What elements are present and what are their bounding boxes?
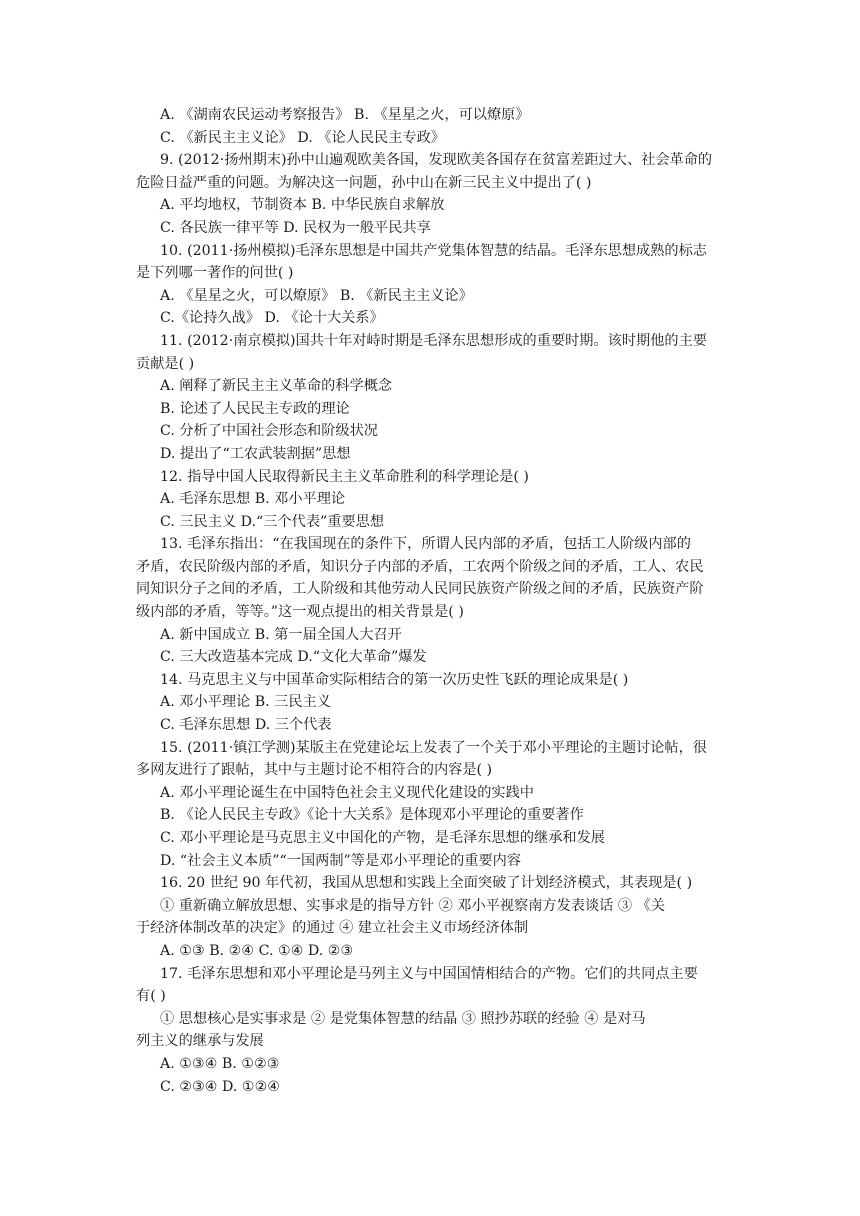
answer-option-line: C. 邓小平理论是马克思主义中国化的产物，是毛泽东思想的继承和发展 <box>160 830 605 846</box>
answer-option-line: A. 毛泽东思想 B. 邓小平理论 <box>160 491 346 508</box>
answer-option-line: D. “社会主义本质”“一国两制”等是邓小平理论的重要内容 <box>160 852 522 869</box>
answer-option-line: C. 各民族一律平等 D. 民权为一般平民共享 <box>160 219 431 236</box>
answer-option-line: A. 新中国成立 B. 第一届全国人大召开 <box>160 626 402 643</box>
answer-option-line: C. 三民主义 D.“三个代表”重要思想 <box>160 513 385 530</box>
question-stem-line: 16. 20 世纪 90 年代初，我国从思想和实践上全面突破了计划经济模式，其表现是( ) <box>160 875 693 892</box>
question-continuation-line: 同知识分子之间的矛盾，工人阶级和其他劳动人民同民族资产阶级之间的矛盾，民族资产阶 <box>136 581 704 598</box>
question-continuation-line: 是下列哪一著作的问世( ) <box>136 265 294 282</box>
question-stem-line: ① 思想核心是实事求是 ② 是党集体智慧的结晶 ③ 照抄苏联的经验 ④ 是对马 <box>160 1010 646 1027</box>
question-stem-line: 12. 指导中国人民取得新民主主义革命胜利的科学理论是( ) <box>160 468 529 485</box>
answer-option-line: A. 平均地权，节制资本 B. 中华民族自求解放 <box>160 197 445 214</box>
answer-option-line: A. 《星星之火，可以燎原》 B. 《新民主主义论》 <box>160 287 473 304</box>
question-continuation-line: 于经济体制改革的决定》的通过 ④ 建立社会主义市场经济体制 <box>136 920 529 937</box>
answer-option-line: C.《论持久战》 D. 《论十大关系》 <box>160 310 384 327</box>
answer-option-line: B. 《论人民民主专政》《论十大关系》是体现邓小平理论的重要著作 <box>160 807 584 824</box>
question-continuation-line: 级内部的矛盾，等等。”这一观点提出的相关背景是( ) <box>136 604 464 621</box>
question-continuation-line: 贡献是( ) <box>136 355 195 372</box>
question-continuation-line: 有( ) <box>136 988 166 1005</box>
answer-option-line: C. 《新民主主义论》 D. 《论人民民主专政》 <box>160 129 445 146</box>
answer-option-line: C. 三大改造基本完成 D.“文化大革命”爆发 <box>160 649 427 666</box>
answer-option-line: D. 提出了“工农武装割据”思想 <box>160 445 351 462</box>
question-stem-line: 10. (2011·扬州模拟)毛泽东思想是中国共产党集体智慧的结晶。毛泽东思想成熟的标志 <box>160 242 707 259</box>
answer-option-line: A. 邓小平理论 B. 三民主义 <box>160 694 331 711</box>
answer-option-line: A. ①③ B. ②④ C. ①④ D. ②③ <box>160 942 354 959</box>
question-stem-line: 9. (2012·扬州期末)孙中山遍观欧美各国，发现欧美各国存在贫富差距过大、社会革命的 <box>160 152 713 169</box>
question-text-block <box>136 104 732 1098</box>
answer-option-line: A. 邓小平理论诞生在中国特色社会主义现代化建设的实践中 <box>160 784 534 801</box>
question-stem-line: ① 重新确立解放思想、实事求是的指导方针 ② 邓小平视察南方发表谈话 ③ 《关 <box>160 897 665 914</box>
question-stem-line: 13. 毛泽东指出：“在我国现在的条件下，所谓人民内部的矛盾，包括工人阶级内部的 <box>160 536 691 553</box>
question-stem-line: 11. (2012·南京模拟)国共十年对峙时期是毛泽东思想形成的重要时期。该时期他的主要 <box>160 332 707 349</box>
question-continuation-line: 危险日益严重的问题。为解决这一问题，孙中山在新三民主义中提出了( ) <box>136 174 592 191</box>
answer-option-line: A. 《湖南农民运动考察报告》 B. 《星星之火，可以燎原》 <box>160 107 530 123</box>
answer-option-line: B. 论述了人民民主专政的理论 <box>160 400 350 417</box>
question-continuation-line: 列主义的继承与发展 <box>136 1033 264 1050</box>
answer-option-line: A. ①③④ B. ①②③ <box>160 1055 280 1072</box>
question-stem-line: 17. 毛泽东思想和邓小平理论是马列主义与中国国情相结合的产物。它们的共同点主要 <box>160 965 698 982</box>
question-continuation-line: 矛盾，农民阶级内部的矛盾，知识分子内部的矛盾，工农两个阶级之间的矛盾，工人、农民 <box>136 558 704 575</box>
question-continuation-line: 多网友进行了跟帖，其中与主题讨论不相符合的内容是( ) <box>136 762 493 779</box>
answer-option-line: A. 阐释了新民主主义革命的科学概念 <box>160 378 393 395</box>
answer-option-line: C. 分析了中国社会形态和阶级状况 <box>160 423 378 440</box>
question-stem-line: 15. (2011·镇江学测)某版主在党建论坛上发表了一个关于邓小平理论的主题讨论帖，很 <box>160 739 707 756</box>
answer-option-line: C. 毛泽东思想 D. 三个代表 <box>160 717 332 734</box>
question-stem-line: 14. 马克思主义与中国革命实际相结合的第一次历史性飞跃的理论成果是( ) <box>160 671 629 688</box>
answer-option-line: C. ②③④ D. ①②④ <box>160 1078 281 1095</box>
